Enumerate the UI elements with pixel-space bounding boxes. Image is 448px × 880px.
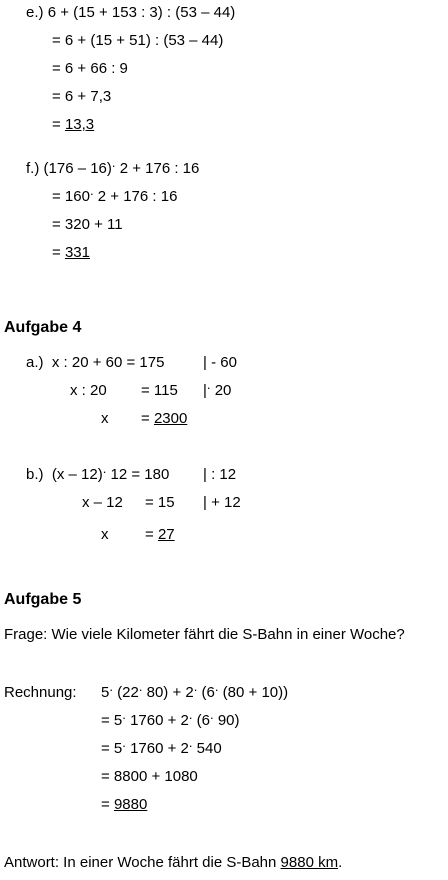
aufgabe-4-heading: Aufgabe 4 (4, 319, 82, 336)
multiplication-dot: . (210, 707, 214, 722)
problem-f-line-2: = 160. 2 + 176 : 16 (52, 183, 178, 205)
multiplication-dot: . (188, 707, 193, 722)
aufgabe-5-rechnung-line-3: = 5. 1760 + 2. 540 (101, 735, 222, 757)
aufgabe-4-a-op-1: | - 60 (203, 354, 237, 371)
problem-f-line-3: = 320 + 11 (52, 216, 123, 233)
multiplication-dot: . (122, 735, 126, 750)
aufgabe-5-rechnung-line-2: = 5. 1760 + 2. (6. 90) (101, 707, 240, 729)
aufgabe-5-rechnung-line-4: = 8800 + 1080 (101, 768, 198, 785)
aufgabe-4-a-line-2-right: = 115 (141, 382, 178, 399)
multiplication-dot: . (122, 707, 126, 722)
aufgabe-4-b-line-3-left: x (101, 526, 109, 543)
problem-e-line-5: = 13,3 (52, 116, 95, 133)
multiplication-dot: . (89, 183, 94, 198)
aufgabe-5-rechnung-label: Rechnung: (4, 684, 77, 701)
aufgabe-4-b-line-3-right: = 27 (145, 526, 175, 543)
problem-f-line-1: f.) (176 – 16). 2 + 176 : 16 (26, 155, 200, 177)
problem-e-line-3: = 6 + 66 : 9 (52, 60, 128, 77)
aufgabe-5-antwort: Antwort: In einer Woche fährt die S-Bahn 9880 km. (4, 854, 343, 871)
aufgabe-4-b-line-2-left: x – 12 (82, 494, 123, 511)
aufgabe-5-frage: Frage: Wie viele Kilometer fährt die S-Bahn in einer Woche? (4, 626, 405, 643)
multiplication-dot: . (188, 735, 193, 750)
aufgabe-5-result: 9880 (113, 796, 148, 813)
aufgabe-4-a-line-1: a.) x : 20 + 60 = 175 (26, 354, 165, 371)
multiplication-dot: . (206, 377, 211, 392)
multiplication-dot: . (111, 155, 116, 170)
problem-f-label: f.) (26, 160, 40, 177)
aufgabe-5-rechnung-line-1: 5. (22. 80) + 2. (6. (80 + 10)) (101, 679, 289, 701)
multiplication-dot: . (138, 679, 143, 694)
aufgabe-4-a-label: a.) (26, 354, 44, 371)
aufgabe-4-a-result: 2300 (153, 410, 188, 427)
aufgabe-5-rechnung-line-5: = 9880 (101, 796, 148, 813)
aufgabe-4-b-label: b.) (26, 466, 44, 483)
problem-e-line-4: = 6 + 7,3 (52, 88, 112, 105)
aufgabe-5-antwort-result: 9880 km (280, 854, 339, 871)
problem-e-line-2: = 6 + (15 + 51) : (53 – 44) (52, 32, 224, 49)
multiplication-dot: . (214, 679, 219, 694)
multiplication-dot: . (109, 679, 113, 694)
aufgabe-4-a-line-3-left: x (101, 410, 109, 427)
aufgabe-5-heading: Aufgabe 5 (4, 591, 82, 608)
problem-e-label: e.) (26, 4, 44, 21)
aufgabe-4-b-result: 27 (157, 526, 175, 543)
problem-e-line-1: e.) 6 + (15 + 153 : 3) : (53 – 44) (26, 4, 236, 21)
problem-e-result: 13,3 (64, 116, 95, 133)
problem-f-result: 331 (64, 244, 90, 261)
multiplication-dot: . (193, 679, 198, 694)
aufgabe-4-a-op-2: |. 20 (203, 377, 232, 399)
multiplication-dot: . (102, 461, 107, 476)
aufgabe-4-a-line-2-left: x : 20 (70, 382, 107, 399)
problem-f-line-4: = 331 (52, 244, 90, 261)
aufgabe-4-a-line-3-right: = 2300 (141, 410, 188, 427)
aufgabe-4-b-line-2-right: = 15 (145, 494, 175, 511)
aufgabe-4-b-op-1: | : 12 (203, 466, 237, 483)
aufgabe-4-b-op-2: | + 12 (203, 494, 241, 511)
aufgabe-4-b-line-1: b.) (x – 12). 12 = 180 (26, 461, 170, 483)
